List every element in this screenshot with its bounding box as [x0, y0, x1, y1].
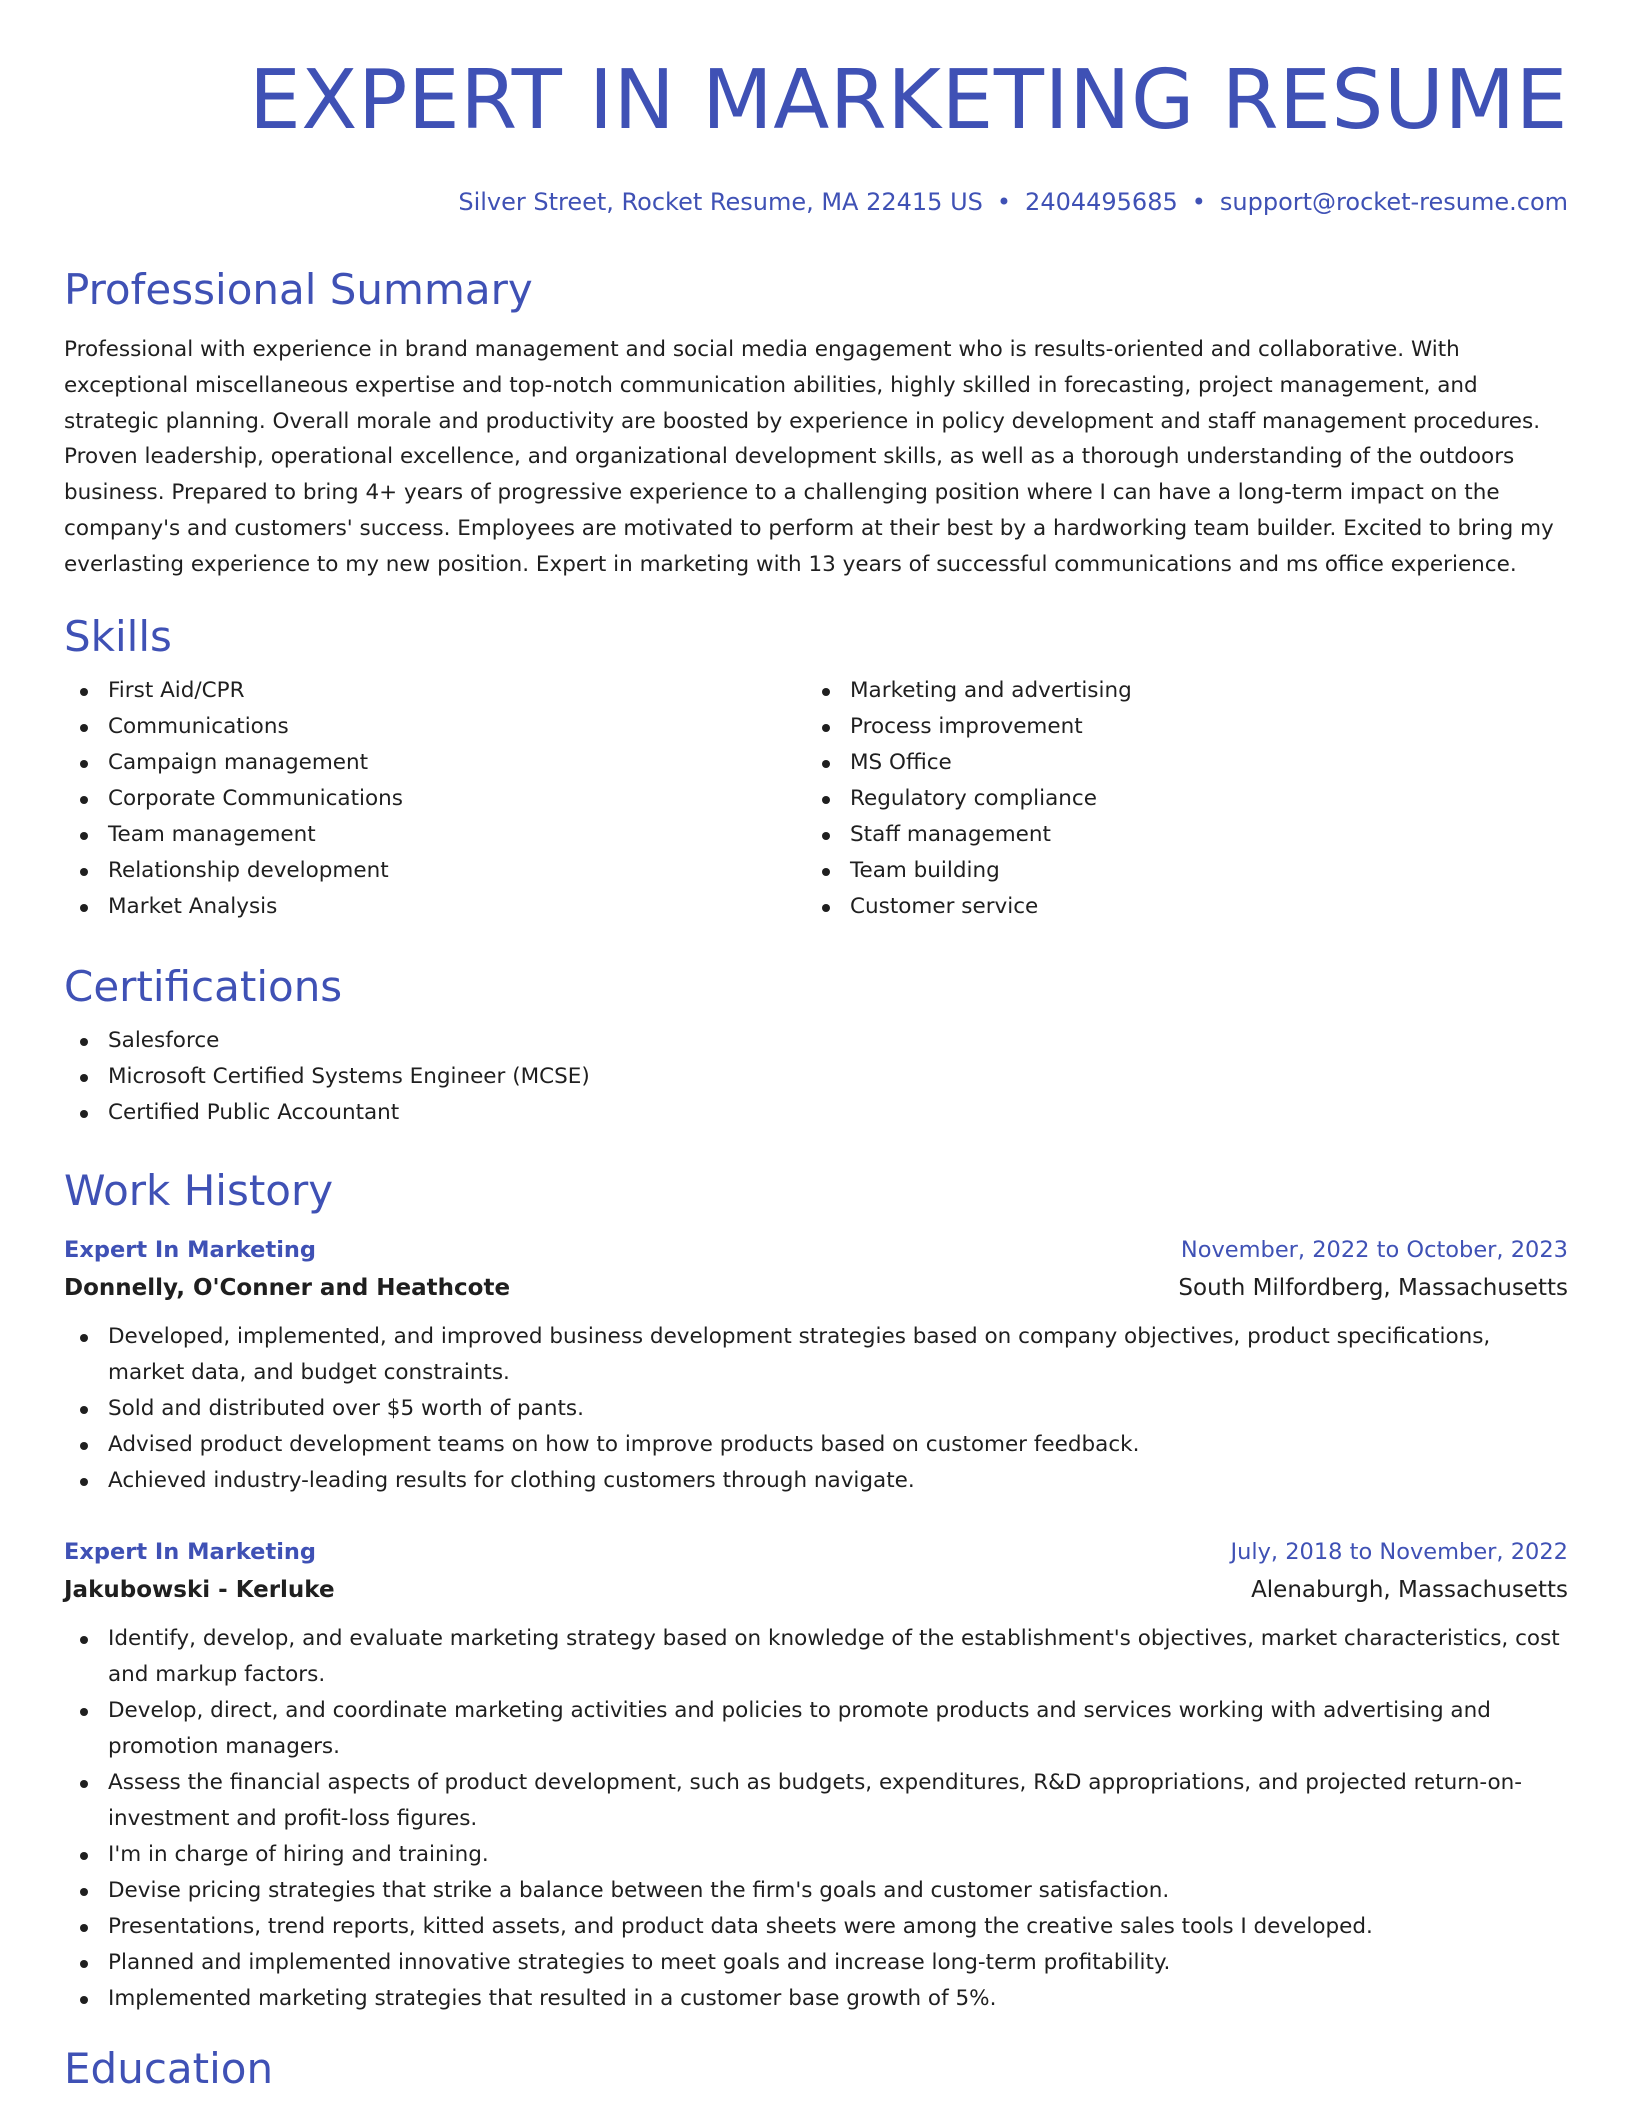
certification-item: Microsoft Certified Systems Engineer (MCSE): [64, 1059, 1568, 1095]
job-bullet: Sold and distributed over $5 worth of pants.: [64, 1391, 1568, 1427]
skill-item: Marketing and advertising: [806, 673, 1548, 709]
skill-item: Corporate Communications: [64, 781, 806, 817]
job-bullet: Assess the financial aspects of product development, such as budgets, expenditures, R&D appropriations, and projected return-on-investment and profit-loss figures.: [64, 1765, 1568, 1837]
skill-item: Team building: [806, 853, 1548, 889]
job-bullet: Identify, develop, and evaluate marketing strategy based on knowledge of the establishment's objectives, market characteristics, cost and markup factors.: [64, 1621, 1568, 1693]
job-bullet: Devise pricing strategies that strike a balance between the firm's goals and customer satisfaction.: [64, 1873, 1568, 1909]
bullet-icon: [80, 1924, 88, 1932]
job-bullet-list: [64, 1319, 1568, 1499]
contact-email: support@rocket-resume.com: [1219, 188, 1568, 216]
bullet-icon: [822, 868, 830, 876]
bullet-icon: [822, 724, 830, 732]
bullet-icon: [80, 1110, 88, 1118]
job-company: Jakubowski - Kerluke: [64, 1576, 335, 1603]
bullet-icon: [80, 1780, 88, 1788]
summary-text: Professional with experience in brand management and social media engagement who is results-oriented and collaborative. With exceptional miscellaneous expertise and top-notch communication abilities, highly skilled in forecasting, project management, and strategic planning. Overall morale and productivity are boosted by experience in policy development and staff management procedures. Proven leadership, operational excellence, and organizational development skills, as well as a thorough understanding of the outdoors business. Prepared to bring 4+ years of progressive experience to a challenging position where I can have a long-term impact on the company's and customers' success. Employees are motivated to perform at their best by a hardworking team builder. Excited to bring my everlasting experience to my new position. Expert in marketing with 13 years of successful communications and ms office experience.: [64, 337, 1554, 577]
bullet-icon: [822, 904, 830, 912]
bullet-icon: [822, 688, 830, 696]
skill-item: Relationship development: [64, 853, 806, 889]
bullet-icon: [80, 832, 88, 840]
bullet-icon: [80, 724, 88, 732]
job-bullet: Achieved industry-leading results for clothing customers through navigate.: [64, 1463, 1568, 1499]
certifications-heading: Certifications: [64, 961, 343, 1011]
bullet-icon: [822, 760, 830, 768]
job-dates: July, 2018 to November, 2022: [1230, 1538, 1568, 1565]
bullet-icon: [822, 832, 830, 840]
bullet-icon: [822, 796, 830, 804]
skill-item: Staff management: [806, 817, 1548, 853]
contact-separator: •: [996, 188, 1012, 216]
bullet-icon: [80, 868, 88, 876]
job-bullet: Advised product development teams on how to improve products based on customer feedback.: [64, 1427, 1568, 1463]
bullet-icon: [80, 1406, 88, 1414]
bullet-icon: [80, 1708, 88, 1716]
bullet-icon: [80, 1852, 88, 1860]
skill-item: Customer service: [806, 889, 1548, 925]
job-bullet: Develop, direct, and coordinate marketing activities and policies to promote products and services working with advertising and promotion managers.: [64, 1693, 1568, 1765]
skills-left-list: [64, 673, 806, 925]
bullet-icon: [80, 796, 88, 804]
bullet-icon: [80, 1996, 88, 2004]
contact-address: Silver Street, Rocket Resume, MA 22415 US: [458, 188, 983, 216]
job-location: South Milfordberg, Massachusetts: [1178, 1274, 1568, 1301]
summary-heading: Professional Summary: [64, 265, 533, 314]
job-bullet: I'm in charge of hiring and training.: [64, 1837, 1568, 1873]
skills-right-list: [806, 673, 1548, 925]
skill-item: First Aid/CPR: [64, 673, 806, 709]
job-bullet-list: [64, 1621, 1568, 2017]
certification-item: Salesforce: [64, 1023, 1568, 1059]
contact-separator: •: [1191, 188, 1206, 216]
contact-line: [64, 186, 1568, 218]
job-title: Expert In Marketing: [64, 1236, 317, 1263]
job-entry: [64, 1533, 1568, 2017]
skill-item: Campaign management: [64, 745, 806, 781]
job-bullet: Planned and implemented innovative strategies to meet goals and increase long-term profitability.: [64, 1945, 1568, 1981]
skill-item: Process improvement: [806, 709, 1548, 745]
skills-heading: Skills: [64, 611, 172, 661]
job-location: Alenaburgh, Massachusetts: [1251, 1576, 1568, 1603]
bullet-icon: [80, 1960, 88, 1968]
bullet-icon: [80, 1888, 88, 1896]
skills-columns: [64, 673, 1568, 925]
bullet-icon: [80, 1074, 88, 1082]
job-bullet: Developed, implemented, and improved business development strategies based on company objectives, product specifications, market data, and budget constraints.: [64, 1319, 1568, 1391]
bullet-icon: [80, 1442, 88, 1450]
bullet-icon: [80, 688, 88, 696]
skill-item: MS Office: [806, 745, 1548, 781]
skill-item: Market Analysis: [64, 889, 806, 925]
job-entry: [64, 1231, 1568, 1499]
bullet-icon: [80, 1478, 88, 1486]
job-company: Donnelly, O'Conner and Heathcote: [64, 1274, 511, 1301]
certifications-list: [64, 1023, 1568, 1131]
education-heading: Education: [64, 2043, 274, 2093]
skill-item: Team management: [64, 817, 806, 853]
certification-item: Certified Public Accountant: [64, 1095, 1568, 1131]
job-bullet: Implemented marketing strategies that resulted in a customer base growth of 5%.: [64, 1981, 1568, 2017]
resume-title: EXPERT IN MARKETING RESUME: [248, 53, 1568, 148]
bullet-icon: [80, 1334, 88, 1342]
contact-phone: 2404495685: [1025, 188, 1178, 216]
job-dates: November, 2022 to October, 2023: [1180, 1236, 1568, 1263]
job-bullet: Presentations, trend reports, kitted assets, and product data sheets were among the creative sales tools I developed.: [64, 1909, 1568, 1945]
bullet-icon: [80, 904, 88, 912]
resume-page: [64, 0, 1568, 2095]
bullet-icon: [80, 760, 88, 768]
skill-item: Regulatory compliance: [806, 781, 1548, 817]
job-title: Expert In Marketing: [64, 1538, 317, 1565]
bullet-icon: [80, 1038, 88, 1046]
bullet-icon: [80, 1636, 88, 1644]
work-history-heading: Work History: [64, 1165, 334, 1215]
skill-item: Communications: [64, 709, 806, 745]
